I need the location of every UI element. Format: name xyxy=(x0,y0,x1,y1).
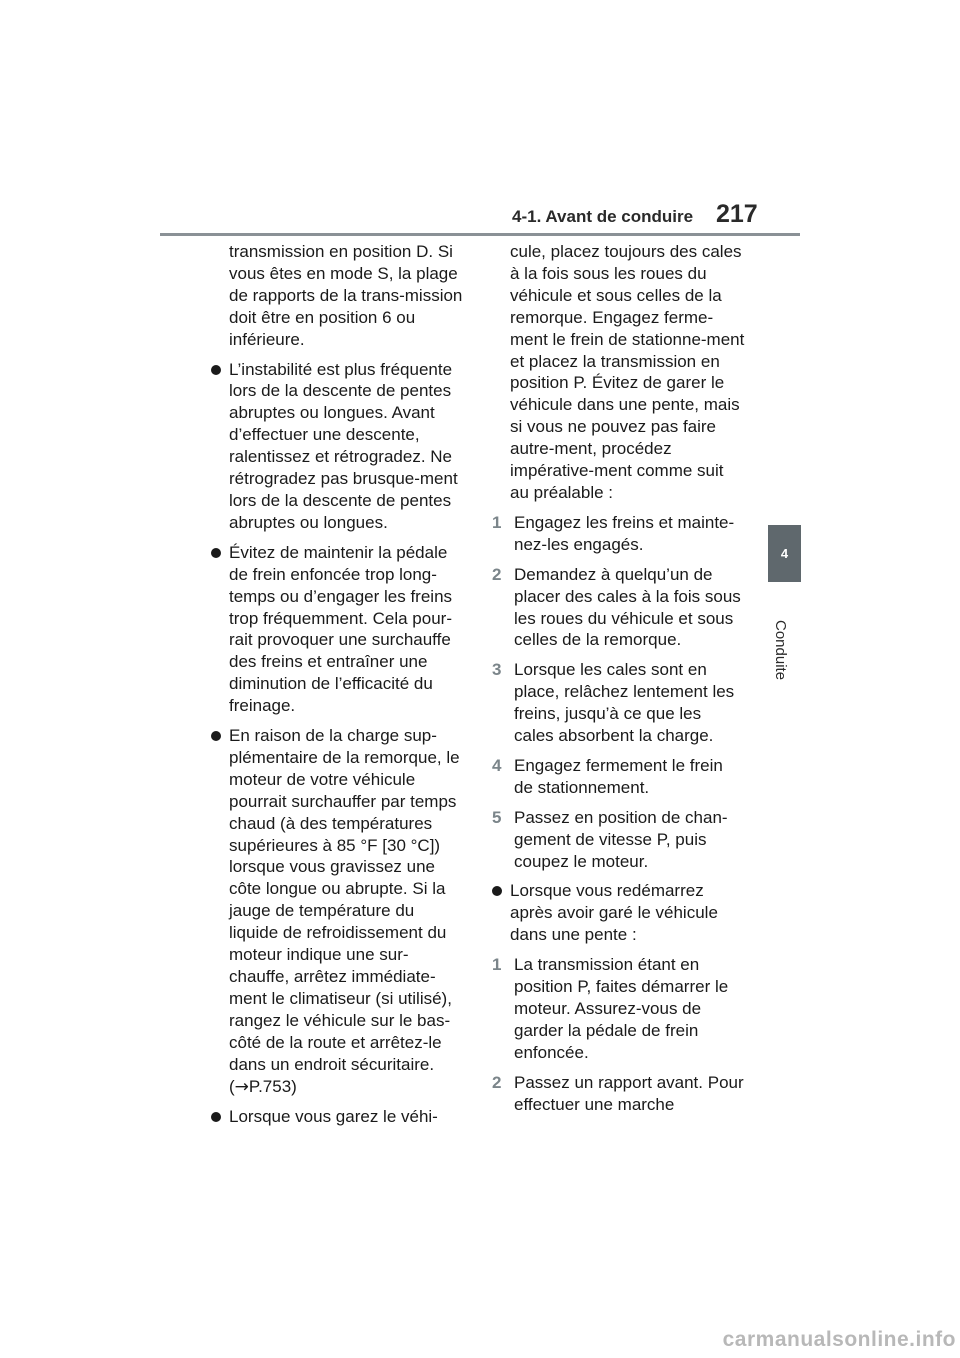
continued-paragraph: transmission en position D. Si vous êtes en mode S, la plage de rapports de la trans-mission doit être en position 6 ou inférieure. xyxy=(229,242,463,349)
step-number: 5 xyxy=(492,807,502,827)
right-column xyxy=(489,241,745,1124)
arrow-icon: → xyxy=(234,1076,249,1097)
bullet-icon xyxy=(492,886,502,896)
step-text: Passez un rapport avant. Pour effectuer une marche xyxy=(514,1072,744,1114)
continued-paragraph: cule, placez toujours des cales à la fois sous les roues du véhicule et sous celles de la remorque. Engagez ferme-ment le frein de stationne-ment et placez la transmission en position P. Évitez de garer le véhicule dans une pente, mais si vous ne pouvez pas faire autre-ment, procédez impérative-ment comme suit au préalable : xyxy=(510,242,745,502)
step-text: La transmission étant en position P, faites démarrer le moteur. Assurez-vous de garder la pédale de frein enfoncée. xyxy=(514,955,729,1062)
page-number: 217 xyxy=(716,200,758,228)
step-text: Lorsque les cales sont en place, relâchez lentement les freins, jusqu’à ce que les cales absorbent la charge. xyxy=(514,660,735,746)
step-number: 4 xyxy=(492,755,502,775)
step-number: 3 xyxy=(492,660,502,680)
bullet-text: L’instabilité est plus fréquente lors de la descente de pentes abruptes ou longues. Avant d’effectuer une descente, ralentissez et rétrogradez. Ne rétrogradez pas brusque-ment lors de la descente de pentes abruptes ou longues. xyxy=(229,359,458,532)
bullet-item xyxy=(489,880,745,946)
bullet-text: Lorsque vous garez le véhi- xyxy=(229,1107,438,1127)
bullet-text: Lorsque vous redémarrez après avoir garé le véhicule dans une pente : xyxy=(510,881,718,945)
step-number: 2 xyxy=(492,564,502,584)
step-number: 2 xyxy=(492,1072,502,1092)
header-divider xyxy=(160,233,800,236)
step-number: 1 xyxy=(492,955,502,975)
numbered-step xyxy=(489,755,745,799)
numbered-step xyxy=(489,564,745,652)
bullet-icon xyxy=(211,1112,221,1122)
numbered-step xyxy=(489,512,745,556)
numbered-step xyxy=(489,1072,745,1116)
bullet-item xyxy=(208,1106,464,1128)
bullet-icon xyxy=(211,548,221,558)
step-text: Passez en position de chan-gement de vitesse P, puis coupez le moteur. xyxy=(514,807,728,871)
step-number: 1 xyxy=(492,512,502,532)
bullet-text: Évitez de maintenir la pédale de frein enfoncée trop long-temps ou d’engager les freins trop fréquemment. Cela pour-rait provoquer une surchauffe des freins et entraîner une diminution de l’efficacité du freinage. xyxy=(229,542,453,716)
watermark: carmanualsonline.info xyxy=(722,1328,956,1351)
page-header xyxy=(0,0,960,270)
step-text: Engagez les freins et mainte-nez-les engagés. xyxy=(514,512,735,554)
bullet-item xyxy=(208,725,464,1098)
chapter-label: Conduite xyxy=(772,620,789,681)
bullet-item xyxy=(208,359,464,534)
bullet-text: En raison de la charge sup-plémentaire de la remorque, le moteur de votre véhicule pourrait surchauffer par temps chaud (à des températures supérieures à 85 °F [30 °C]) lorsque vous gravissez une côte longue ou abrupte. Si la jauge de température du liquide de refroidissement du moteur indique une sur-chauffe, arrêtez immédiate-ment le climatiseur (si utilisé), rangez le véhicule sur le bas-côté de la route et arrêtez-le dans un endroit sécuritaire. xyxy=(229,726,460,1074)
bullet-icon xyxy=(211,365,221,375)
step-text: Engagez fermement le frein de stationnement. xyxy=(514,755,723,797)
page-reference[interactable]: P.753) xyxy=(248,1076,297,1096)
chapter-tab xyxy=(768,525,801,582)
page-reference-open: ( xyxy=(229,1076,235,1096)
numbered-step xyxy=(489,659,745,747)
chapter-number: 4 xyxy=(780,546,789,561)
bullet-icon xyxy=(211,731,221,741)
section-title: 4-1. Avant de conduire xyxy=(512,207,694,226)
bullet-item xyxy=(208,542,464,717)
numbered-step xyxy=(489,807,745,873)
step-text: Demandez à quelqu’un de placer des cales à la fois sous les roues du véhicule et sous celles de la remorque. xyxy=(514,564,741,650)
numbered-step xyxy=(489,954,745,1064)
left-column xyxy=(208,241,464,1136)
